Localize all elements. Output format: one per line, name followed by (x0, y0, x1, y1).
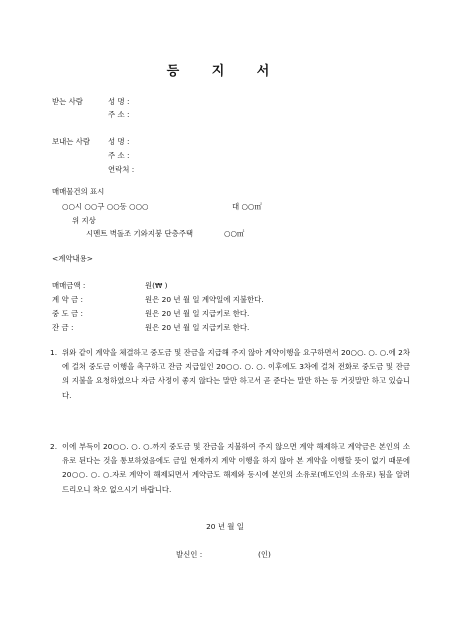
paragraph-number: 2. (50, 442, 58, 451)
property-land-area: 대 ○○㎡ (232, 202, 262, 211)
recipient-address-label: 주 소 : (108, 110, 130, 119)
contract-row-label: 중 도 금 : (52, 309, 83, 318)
recipient-label: 받는 사람 (52, 97, 83, 106)
sender-label: 보내는 사람 (52, 137, 91, 146)
contract-row-value: 원은 20 년 월 일 계약일에 지불한다. (145, 295, 264, 304)
paragraph-text: 이에 부득이 20○○. ○. ○.까지 중도금 및 잔금을 지불하여 주지 않으면 계약 해제하고 계약금은 본인의 소유로 된다는 것을 통보하였음에도 금일 현재까지 계약 이행을 하지 않아 본 계약을 이행할 뜻이 없기 때문에 20○○. ○. ○.자로 계약이 해제되면서 계약금도 해제와 동시에 본인의 소유로(매도인의 소유로) 됨을 알려 드리오니 착오 없으시기 바랍니다. (62, 442, 410, 494)
contract-row-value: 원은 20 년 월 일 지급키로 한다. (145, 323, 250, 332)
paragraph (50, 440, 410, 497)
sender-name-label: 성 명 : (108, 137, 130, 146)
contract-row-label: 계 약 금 : (52, 295, 83, 304)
property-building-area: ○○㎡ (224, 229, 245, 238)
contract-row-label: 잔 금 : (52, 323, 74, 332)
property-location: ○○시 ○○구 ○○동 ○○○ (62, 202, 149, 211)
paragraph-number: 1. (50, 348, 58, 357)
sender-address-label: 주 소 : (108, 151, 130, 160)
contract-row-value: 원은 20 년 월 일 지급키로 한다. (145, 309, 250, 318)
contract-row-label: 매매금액 : (52, 281, 86, 290)
contract-row-value: 원(₩ ) (145, 281, 168, 290)
seal-mark: (인) (258, 550, 271, 559)
contract-heading: <계약내용> (52, 254, 93, 263)
paragraph (50, 346, 410, 403)
property-building-desc: 시멘트 벽돌조 기와지붕 단층주택 (86, 229, 194, 238)
date-line: 20 년 월 일 (206, 522, 244, 531)
recipient-name-label: 성 명 : (108, 97, 130, 106)
paragraph-text: 위와 같이 계약을 체결하고 중도금 및 잔금을 지급해 주지 않아 계약이행을 요구하면서 20○○. ○. ○.에 2차에 걸쳐 중도금 이행을 촉구하고 잔금 지급일인 20○○. ○. ○. 이후에도 3차에 걸쳐 전화로 중도금 및 잔금의 지불을 요청하였으나 자금 사정이 좋지 않다는 말만 하고서 곧 준다는 말만 하는 등 거짓말만 하고 있습니다. (62, 348, 410, 400)
property-heading: 매매물건의 표시 (52, 187, 105, 196)
property-building-intro: 위 지상 (72, 216, 96, 225)
sender-signature-label: 발신인 : (176, 550, 203, 559)
sender-contact-label: 연락처 : (108, 165, 135, 174)
document-title: 등 지 서 (166, 64, 284, 79)
